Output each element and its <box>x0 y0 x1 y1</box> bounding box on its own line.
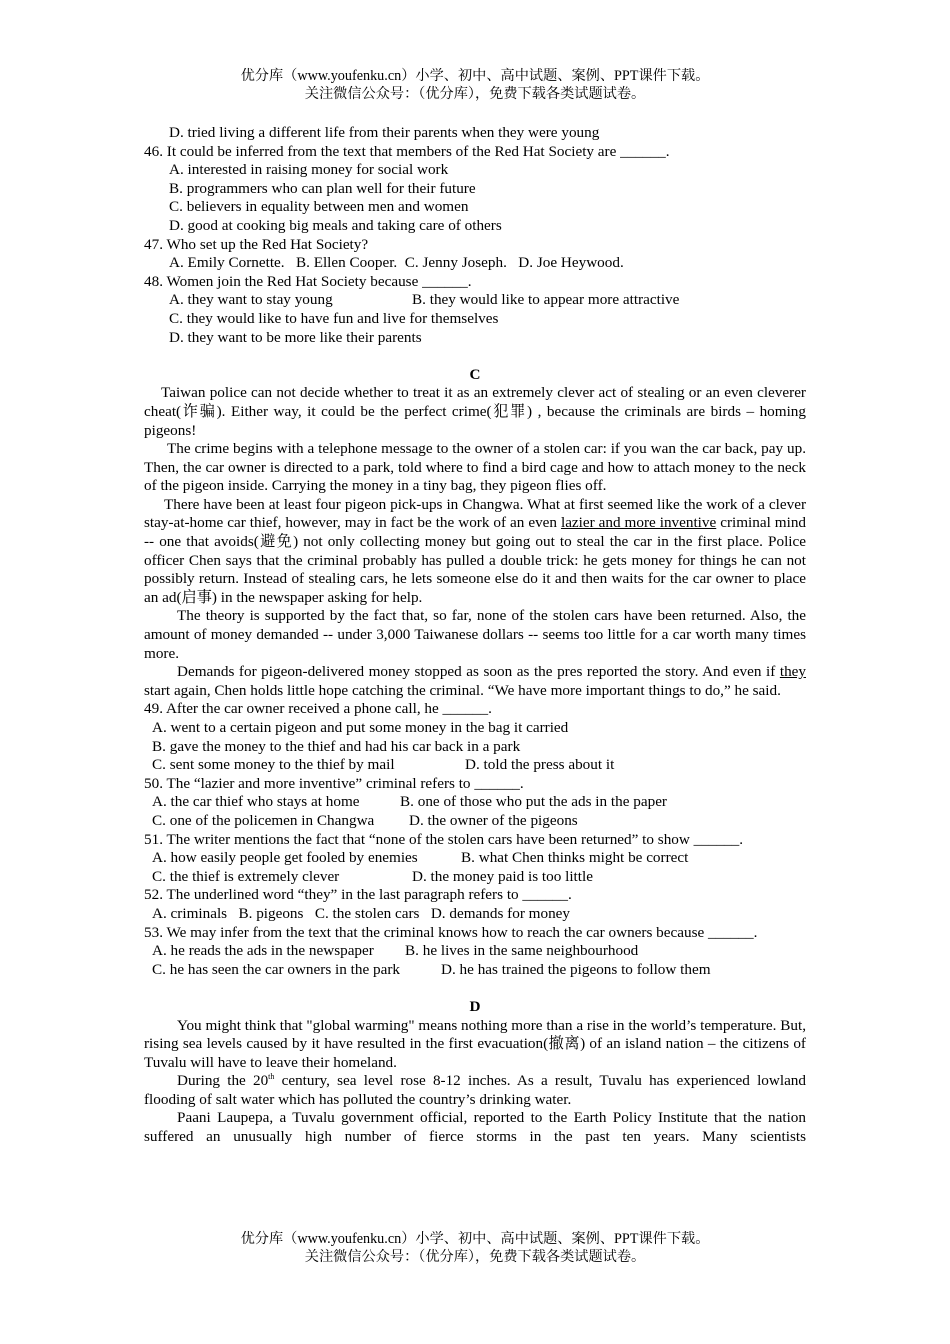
section-c-paragraph-2: The crime begins with a telephone message to the owner of a stolen car: if you wan the car back, pay up. Then, the car owner is directed to a park, told where to find a bird cage and how to attach money to the neck of the pigeon inside. Carrying the money in a tiny bag, they pigeon flies off. <box>144 440 806 495</box>
section-d-paragraph-1: You might think that "global warming" means nothing more than a rise in the world’s temperature. But, rising sea levels caused by it have resulted in the first evacuation(撤离) of an island nation – the citizens of Tuvalu will have to leave their homeland. <box>144 1016 806 1071</box>
section-c-paragraph-4: The theory is supported by the fact that, so far, none of the stolen cars have been returned. Also, the amount of money demanded -- under 3,000 Taiwanese dollars -- seems too little for a car worth many times more. <box>144 607 806 662</box>
q46-stem: 46. It could be inferred from the text that members of the Red Hat Society are ______. <box>144 142 670 160</box>
q51-option-c: C. the thief is extremely clever <box>152 867 340 885</box>
q53-option-d: D. he has trained the pigeons to follow them <box>441 960 711 978</box>
underlined-phrase: lazier and more inventive <box>560 514 717 532</box>
underlined-they: they <box>779 663 806 681</box>
q49-option-c: C. sent some money to the thief by mail <box>152 756 395 774</box>
q48-option-b: B. they would like to appear more attractive <box>412 291 680 309</box>
q53-stem: 53. We may infer from the text that the criminal knows how to reach the car owners because ______. <box>144 923 758 941</box>
q51-stem: 51. The writer mentions the fact that “none of the stolen cars have been returned” to show ______. <box>144 830 744 848</box>
q49-stem: 49. After the car owner received a phone call, he ______. <box>144 700 492 718</box>
footer-line-1: 优分库（www.youfenku.cn）小学、初中、高中试题、案例、PPT课件下载。 <box>240 1231 710 1247</box>
section-c-title: C <box>469 365 481 383</box>
q47-stem: 47. Who set up the Red Hat Society? <box>144 235 369 253</box>
q53-option-c: C. he has seen the car owners in the park <box>152 960 400 978</box>
superscript-th: th <box>268 1072 275 1082</box>
q48-option-a: A. they want to stay young <box>169 291 333 309</box>
q51-option-d: D. the money paid is too little <box>412 867 593 885</box>
p2-text-start: During the 20 <box>177 1072 269 1090</box>
section-d-paragraph-2 <box>144 1072 806 1109</box>
q51-option-b: B. what Chen thinks might be correct <box>461 849 689 867</box>
section-d-paragraph-3: Paani Laupepa, a Tuvalu government official, reported to the Earth Policy Institute that the nation suffered an unusually high number of fierce storms in the past ten years. Many scientists <box>144 1109 806 1146</box>
q46-option-a: A. interested in raising money for social work <box>169 161 449 179</box>
document-body <box>144 124 806 1147</box>
q51-options-ab <box>144 849 806 868</box>
q49-options-cd <box>144 756 806 775</box>
q50-option-c: C. one of the policemen in Changwa <box>152 811 375 829</box>
q48-option-c: C. they would like to have fun and live for themselves <box>169 309 499 327</box>
header-line-1: 优分库（www.youfenku.cn）小学、初中、高中试题、案例、PPT课件下载。 <box>240 68 710 84</box>
q52-options: A. criminals B. pigeons C. the stolen cars D. demands for money <box>152 904 571 922</box>
q46-option-d: D. good at cooking big meals and taking care of others <box>169 216 502 234</box>
page-footer <box>0 1230 950 1266</box>
q50-options-ab <box>144 793 806 812</box>
q50-stem: 50. The “lazier and more inventive” criminal refers to ______. <box>144 774 524 792</box>
q51-options-cd <box>144 868 806 887</box>
p5-text-start: Demands for pigeon-delivered money stopped as soon as the pres reported the story. And even if <box>177 663 780 681</box>
q48-options-ab <box>144 291 806 310</box>
q52-stem: 52. The underlined word “they” in the last paragraph refers to ______. <box>144 886 572 904</box>
q50-option-a: A. the car thief who stays at home <box>152 793 360 811</box>
p3-text-start: There have been at least four pigeon pick-ups in Changwa. What at first seemed like the work of a clever stay-at-home car thief, however, may in fact be the work of an even <box>144 495 806 532</box>
header-line-2: 关注微信公众号：（优分库），免费下载各类试题试卷。 <box>304 86 646 102</box>
p3-text-end: criminal mind -- one that avoids(避免) not only collecting money but going out to steal the car in the first place. Police officer Chen says that the criminal probably has pulled a double trick: he gets money for things he can not possibly return. Instead of stealing cars, he lets someone else do it and then waits for the car owner to place an ad(启事) in the newspaper asking for help. <box>144 514 807 606</box>
q50-option-b: B. one of those who put the ads in the paper <box>400 793 667 811</box>
section-d-title: D <box>469 997 481 1015</box>
q49-option-d: D. told the press about it <box>465 756 615 774</box>
footer-line-2: 关注微信公众号：（优分库），免费下载各类试题试卷。 <box>304 1249 646 1265</box>
q49-option-a: A. went to a certain pigeon and put some money in the bag it carried <box>152 719 569 736</box>
q51-option-a: A. how easily people get fooled by enemies <box>152 849 418 867</box>
q49-option-b: B. gave the money to the thief and had his car back in a park <box>152 737 521 755</box>
q45-option-d: D. tried living a different life from their parents when they were young <box>169 124 600 141</box>
q46-option-c: C. believers in equality between men and women <box>169 198 469 216</box>
p2-text-end: century, sea level rose 8-12 inches. As a result, Tuvalu has experienced lowland flooding of salt water which has polluted the country’s drinking water. <box>144 1072 806 1108</box>
q46-option-b: B. programmers who can plan well for their future <box>169 179 476 197</box>
p5-text-end: start again, Chen holds little hope catching the criminal. “We have more important things to do,” he said. <box>144 681 781 699</box>
q53-option-a: A. he reads the ads in the newspaper <box>152 942 374 960</box>
section-c-paragraph-5 <box>144 663 806 700</box>
q50-options-cd <box>144 812 806 831</box>
q53-options-cd <box>144 961 806 980</box>
q47-options: A. Emily Cornette. B. Ellen Cooper. C. Jenny Joseph. D. Joe Heywood. <box>169 254 624 272</box>
section-c-paragraph-3 <box>144 496 806 608</box>
q53-options-ab <box>144 942 806 961</box>
q48-option-d: D. they want to be more like their parents <box>169 328 422 346</box>
q48-stem: 48. Women join the Red Hat Society because ______. <box>144 272 472 290</box>
section-c-paragraph-1: Taiwan police can not decide whether to treat it as an extremely clever act of stealing or an even cleverer cheat(诈骗). Either way, it could be the perfect crime(犯罪) , because the criminals are birds – homing pigeons! <box>144 384 806 439</box>
page-header <box>0 67 950 103</box>
q53-option-b: B. he lives in the same neighbourhood <box>405 942 639 960</box>
q50-option-d: D. the owner of the pigeons <box>409 811 578 829</box>
